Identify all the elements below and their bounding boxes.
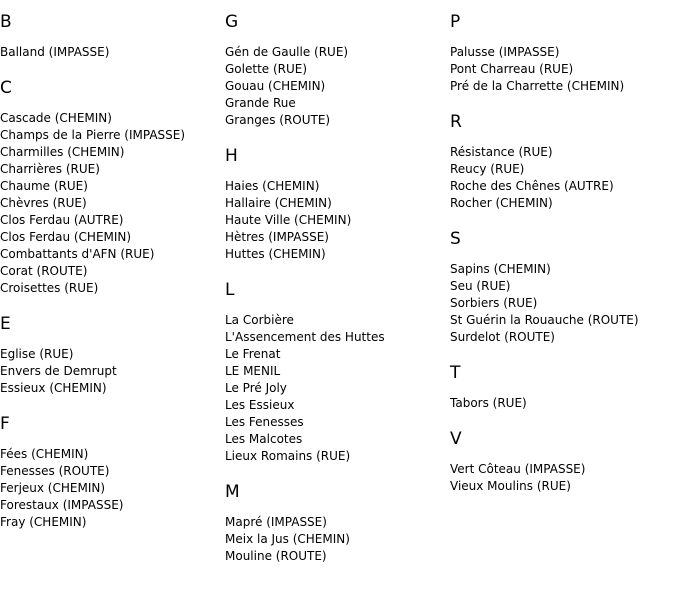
street-entry: Vert Côteau (IMPASSE)	[450, 462, 586, 476]
street-entry: Surdelot (ROUTE)	[450, 330, 555, 344]
street-entry: Eglise (RUE)	[0, 347, 74, 361]
letter-heading: T	[450, 363, 461, 383]
street-entry: Hètres (IMPASSE)	[225, 230, 329, 244]
street-list	[225, 44, 450, 129]
letter-group	[0, 78, 225, 297]
letter-group	[225, 482, 450, 565]
street-entry: St Guérin la Rouauche (ROUTE)	[450, 313, 639, 327]
street-entry: Résistance (RUE)	[450, 145, 553, 159]
letter-group	[0, 12, 225, 61]
street-entry: Reucy (RUE)	[450, 162, 525, 176]
street-entry: Haute Ville (CHEMIN)	[225, 213, 352, 227]
street-entry: Clos Ferdau (CHEMIN)	[0, 230, 132, 244]
street-list	[225, 178, 450, 263]
street-entry: Les Malcotes	[225, 432, 303, 446]
letter-group	[0, 414, 225, 531]
letter-heading: C	[0, 78, 12, 98]
street-list	[450, 461, 675, 495]
street-entry: Clos Ferdau (AUTRE)	[0, 213, 124, 227]
street-entry: Corat (ROUTE)	[0, 264, 88, 278]
street-entry: Roche des Chênes (AUTRE)	[450, 179, 614, 193]
street-list	[0, 446, 225, 531]
letter-heading: F	[0, 414, 10, 434]
letter-group	[450, 12, 675, 95]
street-entry: L'Assencement des Huttes	[225, 330, 385, 344]
street-entry: Le Frenat	[225, 347, 281, 361]
street-entry: Pont Charreau (RUE)	[450, 62, 574, 76]
street-entry: Les Essieux	[225, 398, 295, 412]
street-list	[225, 514, 450, 565]
letter-heading: B	[0, 12, 12, 32]
street-entry: Mapré (IMPASSE)	[225, 515, 327, 529]
street-entry: Combattants d'AFN (RUE)	[0, 247, 155, 261]
street-list	[450, 395, 675, 412]
letter-group	[450, 363, 675, 412]
street-entry: Lieux Romains (RUE)	[225, 449, 351, 463]
street-entry: Golette (RUE)	[225, 62, 308, 76]
letter-heading: S	[450, 229, 461, 249]
street-entry: Fées (CHEMIN)	[0, 447, 89, 461]
street-entry: Palusse (IMPASSE)	[450, 45, 560, 59]
letter-heading: E	[0, 314, 11, 334]
letter-group	[450, 112, 675, 212]
letter-heading: H	[225, 146, 238, 166]
letter-heading: R	[450, 112, 462, 132]
letter-group	[225, 280, 450, 465]
letter-heading: G	[225, 12, 239, 32]
letter-heading: P	[450, 12, 461, 32]
letter-group	[225, 12, 450, 129]
street-entry: Fenesses (ROUTE)	[0, 464, 110, 478]
street-entry: Gouau (CHEMIN)	[225, 79, 326, 93]
letter-heading: M	[225, 482, 240, 502]
street-entry: Rocher (CHEMIN)	[450, 196, 553, 210]
street-entry: Fray (CHEMIN)	[0, 515, 87, 529]
street-entry: LE MENIL	[225, 364, 281, 378]
street-entry: Chaume (RUE)	[0, 179, 88, 193]
street-entry: Les Fenesses	[225, 415, 304, 429]
street-entry: Haies (CHEMIN)	[225, 179, 320, 193]
street-list	[450, 261, 675, 346]
index-column-1	[0, 12, 225, 531]
street-entry: Cascade (CHEMIN)	[0, 111, 112, 125]
street-list	[450, 144, 675, 212]
street-entry: Sapins (CHEMIN)	[450, 262, 551, 276]
street-entry: Chèvres (RUE)	[0, 196, 87, 210]
street-entry: Mouline (ROUTE)	[225, 549, 327, 563]
street-list	[0, 110, 225, 297]
street-entry: Croisettes (RUE)	[0, 281, 99, 295]
street-entry: Champs de la Pierre (IMPASSE)	[0, 128, 186, 142]
street-entry: La Corbière	[225, 313, 294, 327]
street-entry: Balland (IMPASSE)	[0, 45, 110, 59]
street-list	[450, 44, 675, 95]
letter-heading: L	[225, 280, 235, 300]
street-entry: Le Pré Joly	[225, 381, 287, 395]
street-entry: Ferjeux (CHEMIN)	[0, 481, 106, 495]
street-list	[0, 44, 225, 61]
street-entry: Huttes (CHEMIN)	[225, 247, 326, 261]
street-entry: Charrières (RUE)	[0, 162, 100, 176]
street-list	[0, 346, 225, 397]
street-entry: Envers de Demrupt	[0, 364, 117, 378]
street-entry: Essieux (CHEMIN)	[0, 381, 107, 395]
street-entry: Hallaire (CHEMIN)	[225, 196, 332, 210]
letter-group	[0, 314, 225, 397]
street-entry: Gén de Gaulle (RUE)	[225, 45, 349, 59]
street-entry: Charmilles (CHEMIN)	[0, 145, 125, 159]
street-entry: Meix la Jus (CHEMIN)	[225, 532, 350, 546]
index-column-3	[450, 12, 675, 495]
letter-group	[225, 146, 450, 263]
street-entry: Granges (ROUTE)	[225, 113, 331, 127]
street-entry: Tabors (RUE)	[450, 396, 527, 410]
index-column-2	[225, 12, 450, 565]
letter-group	[450, 229, 675, 346]
letter-heading: V	[450, 429, 462, 449]
street-entry: Pré de la Charrette (CHEMIN)	[450, 79, 625, 93]
letter-group	[450, 429, 675, 495]
street-entry: Forestaux (IMPASSE)	[0, 498, 124, 512]
street-entry: Sorbiers (RUE)	[450, 296, 538, 310]
street-entry: Grande Rue	[225, 96, 296, 110]
street-entry: Seu (RUE)	[450, 279, 511, 293]
street-list	[225, 312, 450, 465]
street-entry: Vieux Moulins (RUE)	[450, 479, 571, 493]
